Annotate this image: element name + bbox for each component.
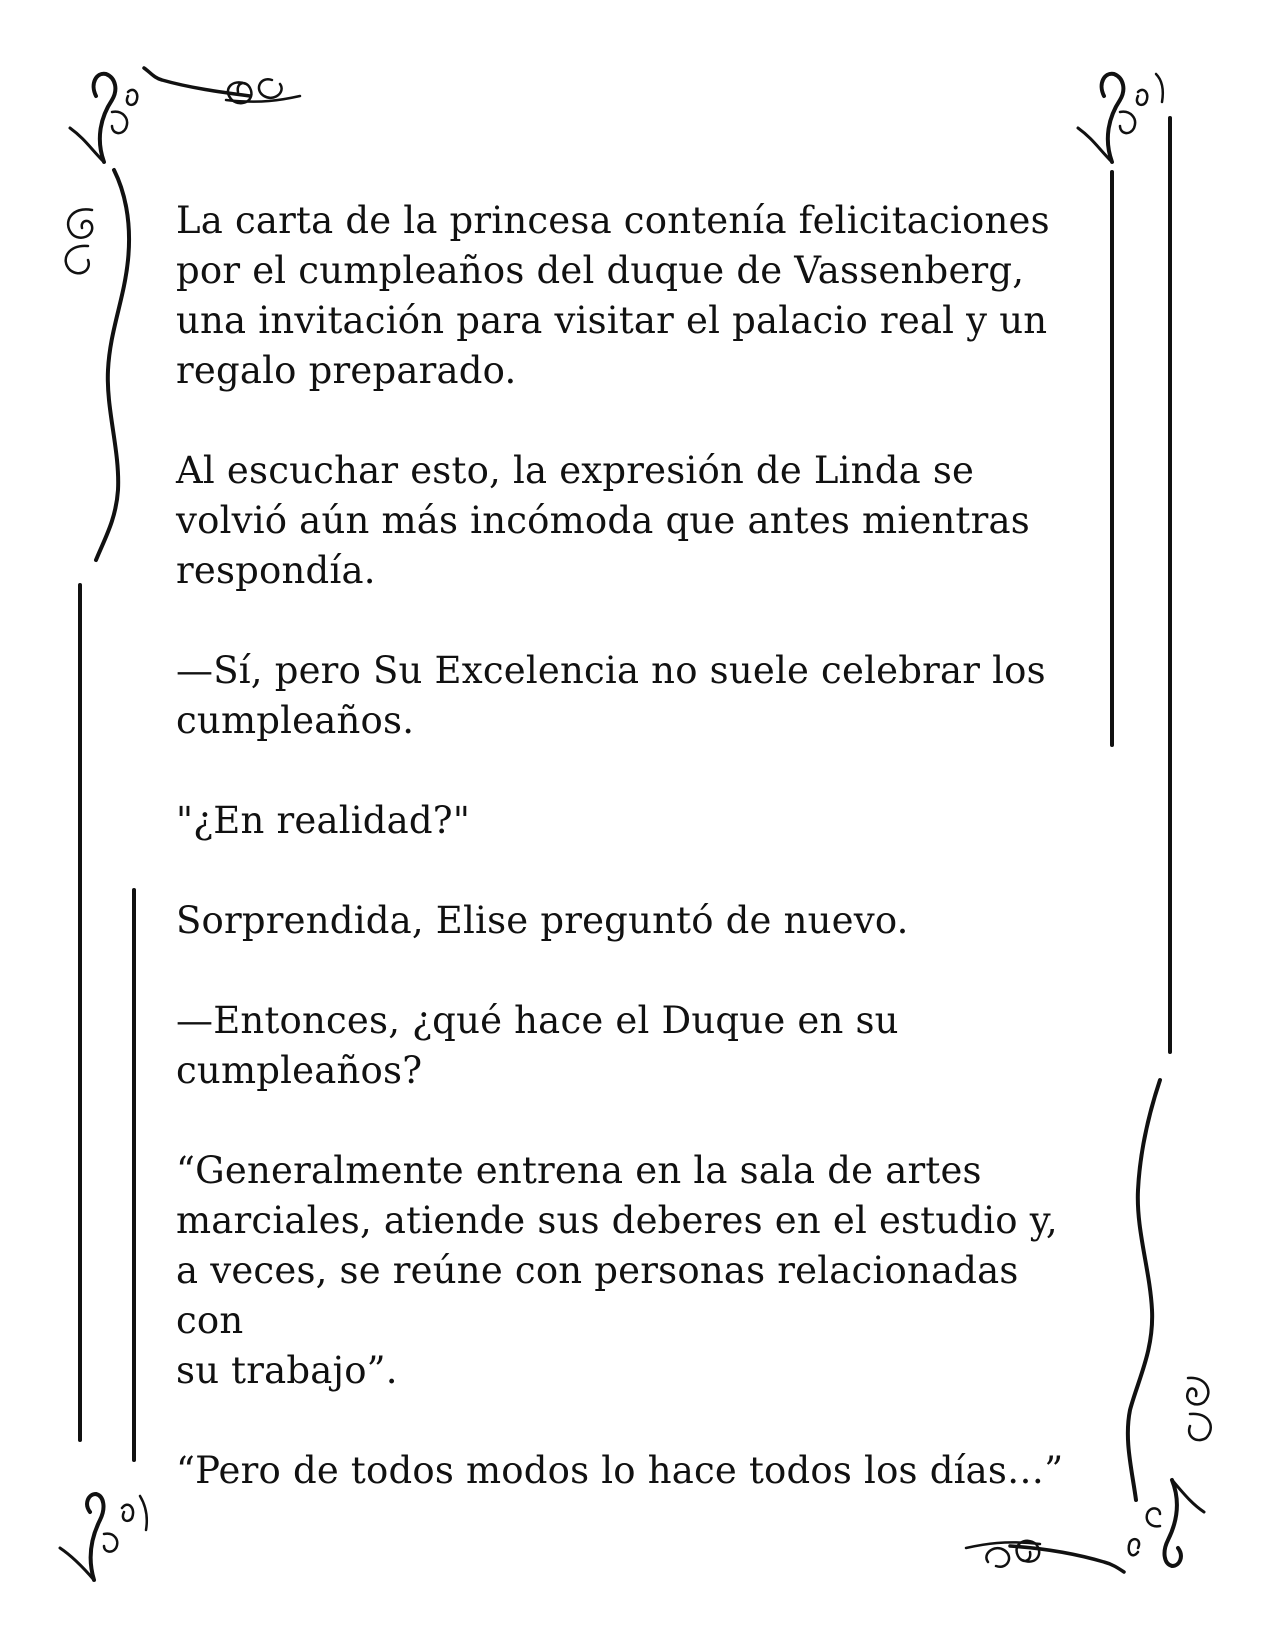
paragraph-1: La carta de la princesa contenía felicitaciones por el cumpleaños del duque de Vassenberg, una invitación para visitar el palacio real y un regalo preparado. [176, 199, 1050, 392]
story-text [176, 196, 1096, 1546]
paragraph-4: "¿En realidad?" [176, 799, 471, 842]
paragraph-5: Sorprendida, Elise preguntó de nuevo. [176, 899, 909, 942]
paragraph-3: —Sí, pero Su Excelencia no suele celebrar los cumpleaños. [176, 649, 1046, 742]
paragraph-2: Al escuchar esto, la expresión de Linda se volvió aún más incómoda que antes mientras respondía. [176, 449, 1030, 592]
paragraph-6: —Entonces, ¿qué hace el Duque en su cumpleaños? [176, 999, 899, 1092]
paragraph-7: “Generalmente entrena en la sala de artes marciales, atiende sus deberes en el estudio y, a veces, se reúne con personas relacionadas con su trabajo”. [176, 1149, 1058, 1392]
flourish-bottom-left-icon [60, 1494, 147, 1580]
flourish-top-right-icon [1078, 74, 1163, 162]
paragraph-8: “Pero de todos modos lo hace todos los días…” [176, 1449, 1064, 1492]
